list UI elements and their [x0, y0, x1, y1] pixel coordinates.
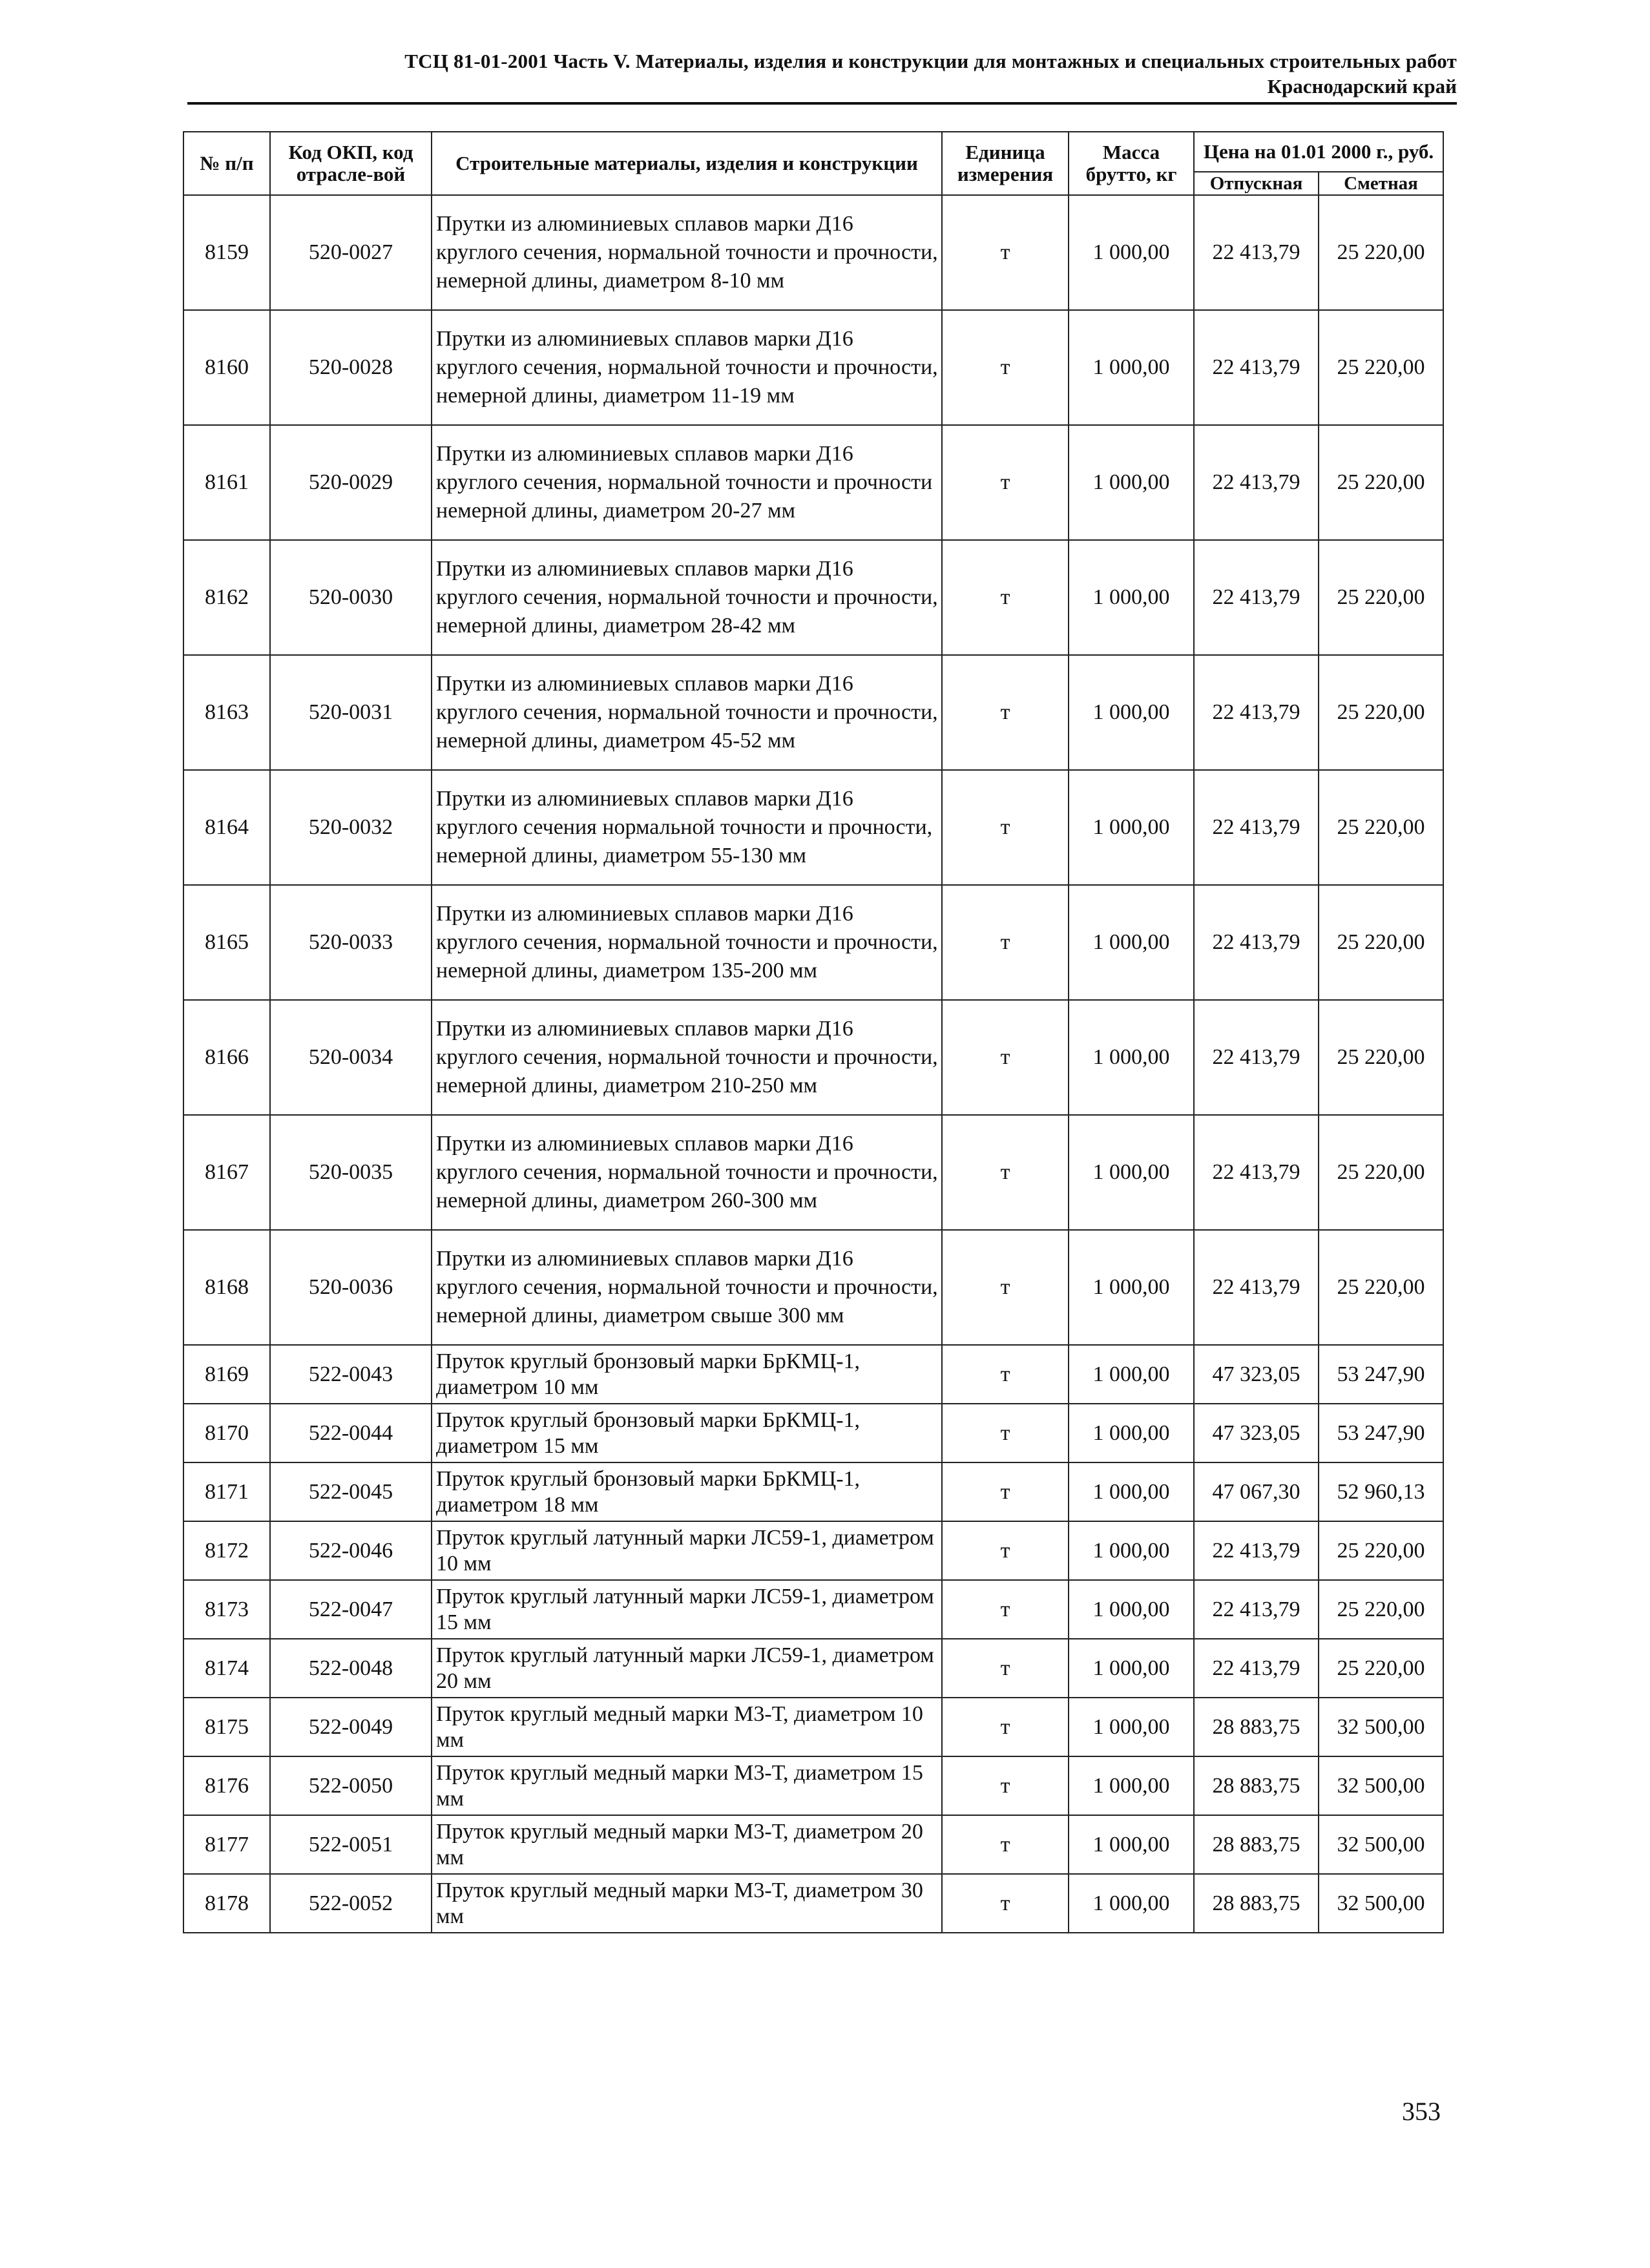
row-mass: 1 000,00: [1069, 1462, 1194, 1521]
row-price-estimate: 32 500,00: [1319, 1815, 1443, 1874]
table-row: [183, 1580, 1443, 1639]
table-body: [183, 195, 1443, 1933]
row-price-release: 28 883,75: [1194, 1698, 1319, 1756]
row-mass: 1 000,00: [1069, 1639, 1194, 1698]
row-unit: т: [942, 310, 1069, 425]
row-price-release: 22 413,79: [1194, 425, 1319, 540]
row-price-release: 22 413,79: [1194, 195, 1319, 310]
col-header-price: Цена на 01.01 2000 г., руб.: [1194, 132, 1443, 172]
row-num: 8173: [183, 1580, 270, 1639]
row-code: 520-0032: [270, 770, 432, 885]
row-price-estimate: 25 220,00: [1319, 1521, 1443, 1580]
row-price-release: 28 883,75: [1194, 1815, 1319, 1874]
row-name: Прутки из алюминиевых сплавов марки Д16 круглого сечения, нормальной точности и прочности, немерной длины, диаметром 135-200 мм: [432, 885, 942, 1000]
row-mass: 1 000,00: [1069, 1230, 1194, 1345]
row-unit: т: [942, 1115, 1069, 1230]
row-unit: т: [942, 1815, 1069, 1874]
row-unit: т: [942, 770, 1069, 885]
row-price-release: 22 413,79: [1194, 1230, 1319, 1345]
table-row: [183, 770, 1443, 885]
row-unit: т: [942, 1580, 1069, 1639]
row-price-estimate: 25 220,00: [1319, 1580, 1443, 1639]
table-row: [183, 885, 1443, 1000]
row-num: 8162: [183, 540, 270, 655]
row-mass: 1 000,00: [1069, 1815, 1194, 1874]
row-price-estimate: 25 220,00: [1319, 1000, 1443, 1115]
row-num: 8160: [183, 310, 270, 425]
row-unit: т: [942, 1639, 1069, 1698]
row-price-release: 28 883,75: [1194, 1874, 1319, 1933]
row-price-estimate: 25 220,00: [1319, 1115, 1443, 1230]
row-price-release: 22 413,79: [1194, 885, 1319, 1000]
table-row: [183, 1639, 1443, 1698]
table-row: [183, 425, 1443, 540]
document-title: ТСЦ 81-01-2001 Часть V. Материалы, изделия и конструкции для монтажных и специальных строительных работ: [404, 50, 1457, 72]
row-num: 8167: [183, 1115, 270, 1230]
row-code: 522-0048: [270, 1639, 432, 1698]
col-header-mass: Масса брутто, кг: [1069, 132, 1194, 195]
table-row: [183, 1756, 1443, 1815]
row-code: 520-0029: [270, 425, 432, 540]
row-price-estimate: 32 500,00: [1319, 1874, 1443, 1933]
row-name: Пруток круглый латунный марки ЛС59-1, диаметром 20 мм: [432, 1639, 942, 1698]
row-unit: т: [942, 540, 1069, 655]
row-unit: т: [942, 195, 1069, 310]
table-row: [183, 1462, 1443, 1521]
row-num: 8164: [183, 770, 270, 885]
row-num: 8178: [183, 1874, 270, 1933]
row-code: 520-0035: [270, 1115, 432, 1230]
row-price-release: 47 323,05: [1194, 1345, 1319, 1404]
row-name: Прутки из алюминиевых сплавов марки Д16 круглого сечения, нормальной точности и прочности, немерной длины, диаметром 28-42 мм: [432, 540, 942, 655]
row-price-release: 22 413,79: [1194, 770, 1319, 885]
row-price-estimate: 53 247,90: [1319, 1404, 1443, 1462]
row-price-release: 22 413,79: [1194, 1000, 1319, 1115]
row-name: Прутки из алюминиевых сплавов марки Д16 круглого сечения, нормальной точности и прочности, немерной длины, диаметром 45-52 мм: [432, 655, 942, 770]
row-code: 522-0045: [270, 1462, 432, 1521]
row-name: Пруток круглый бронзовый марки БрКМЦ-1, диаметром 18 мм: [432, 1462, 942, 1521]
row-unit: т: [942, 1756, 1069, 1815]
page-number: 353: [1402, 2097, 1441, 2126]
row-name: Пруток круглый бронзовый марки БрКМЦ-1, диаметром 15 мм: [432, 1404, 942, 1462]
row-unit: т: [942, 1462, 1069, 1521]
header-rule: [187, 102, 1457, 105]
row-price-estimate: 25 220,00: [1319, 655, 1443, 770]
col-header-code: Код ОКП, код отрасле-вой: [270, 132, 432, 195]
row-name: Прутки из алюминиевых сплавов марки Д16 круглого сечения, нормальной точности и прочности, немерной длины, диаметром 11-19 мм: [432, 310, 942, 425]
row-price-release: 47 067,30: [1194, 1462, 1319, 1521]
row-num: 8172: [183, 1521, 270, 1580]
row-name: Прутки из алюминиевых сплавов марки Д16 круглого сечения, нормальной точности и прочности, немерной длины, диаметром 8-10 мм: [432, 195, 942, 310]
row-num: 8176: [183, 1756, 270, 1815]
row-mass: 1 000,00: [1069, 770, 1194, 885]
page-header: [187, 48, 1457, 99]
row-code: 520-0027: [270, 195, 432, 310]
price-table: [183, 131, 1444, 1933]
row-name: Пруток круглый медный марки М3-Т, диаметром 20 мм: [432, 1815, 942, 1874]
row-name: Прутки из алюминиевых сплавов марки Д16 круглого сечения, нормальной точности и прочности немерной длины, диаметром 20-27 мм: [432, 425, 942, 540]
col-header-name: Строительные материалы, изделия и конструкции: [432, 132, 942, 195]
row-price-estimate: 53 247,90: [1319, 1345, 1443, 1404]
row-mass: 1 000,00: [1069, 1115, 1194, 1230]
table-row: [183, 655, 1443, 770]
col-header-unit: Единица измерения: [942, 132, 1069, 195]
table-row: [183, 1230, 1443, 1345]
table-row: [183, 195, 1443, 310]
row-code: 522-0044: [270, 1404, 432, 1462]
row-mass: 1 000,00: [1069, 1345, 1194, 1404]
row-name: Пруток круглый медный марки М3-Т, диаметром 30 мм: [432, 1874, 942, 1933]
table-header-row: [183, 132, 1443, 172]
row-unit: т: [942, 885, 1069, 1000]
row-mass: 1 000,00: [1069, 1756, 1194, 1815]
row-mass: 1 000,00: [1069, 310, 1194, 425]
row-price-release: 22 413,79: [1194, 1521, 1319, 1580]
row-name: Пруток круглый медный марки М3-Т, диаметром 15 мм: [432, 1756, 942, 1815]
row-price-estimate: 25 220,00: [1319, 770, 1443, 885]
row-num: 8166: [183, 1000, 270, 1115]
row-price-release: 22 413,79: [1194, 1639, 1319, 1698]
row-unit: т: [942, 425, 1069, 540]
table-row: [183, 1000, 1443, 1115]
region-name: Краснодарский край: [1267, 75, 1457, 98]
row-name: Прутки из алюминиевых сплавов марки Д16 круглого сечения нормальной точности и прочности, немерной длины, диаметром 55-130 мм: [432, 770, 942, 885]
row-mass: 1 000,00: [1069, 540, 1194, 655]
row-mass: 1 000,00: [1069, 195, 1194, 310]
row-mass: 1 000,00: [1069, 1521, 1194, 1580]
row-mass: 1 000,00: [1069, 1580, 1194, 1639]
row-code: 520-0030: [270, 540, 432, 655]
row-unit: т: [942, 1000, 1069, 1115]
row-price-release: 28 883,75: [1194, 1756, 1319, 1815]
col-header-price-release: Отпускная: [1194, 172, 1319, 195]
row-price-estimate: 32 500,00: [1319, 1756, 1443, 1815]
table-row: [183, 540, 1443, 655]
row-code: 522-0051: [270, 1815, 432, 1874]
row-price-estimate: 25 220,00: [1319, 1639, 1443, 1698]
row-name: Пруток круглый латунный марки ЛС59-1, диаметром 10 мм: [432, 1521, 942, 1580]
row-name: Пруток круглый латунный марки ЛС59-1, диаметром 15 мм: [432, 1580, 942, 1639]
row-price-estimate: 25 220,00: [1319, 425, 1443, 540]
row-price-release: 22 413,79: [1194, 655, 1319, 770]
row-num: 8168: [183, 1230, 270, 1345]
row-code: 520-0033: [270, 885, 432, 1000]
row-price-estimate: 32 500,00: [1319, 1698, 1443, 1756]
row-mass: 1 000,00: [1069, 1698, 1194, 1756]
row-price-estimate: 25 220,00: [1319, 1230, 1443, 1345]
row-unit: т: [942, 655, 1069, 770]
row-code: 522-0050: [270, 1756, 432, 1815]
row-price-release: 22 413,79: [1194, 540, 1319, 655]
row-code: 520-0034: [270, 1000, 432, 1115]
row-price-release: 22 413,79: [1194, 1580, 1319, 1639]
row-price-estimate: 25 220,00: [1319, 885, 1443, 1000]
row-unit: т: [942, 1230, 1069, 1345]
row-code: 522-0046: [270, 1521, 432, 1580]
row-num: 8169: [183, 1345, 270, 1404]
row-mass: 1 000,00: [1069, 1000, 1194, 1115]
table-row: [183, 310, 1443, 425]
row-price-release: 22 413,79: [1194, 1115, 1319, 1230]
row-code: 522-0047: [270, 1580, 432, 1639]
row-mass: 1 000,00: [1069, 655, 1194, 770]
row-price-estimate: 25 220,00: [1319, 310, 1443, 425]
row-mass: 1 000,00: [1069, 1874, 1194, 1933]
row-code: 520-0031: [270, 655, 432, 770]
row-code: 522-0049: [270, 1698, 432, 1756]
row-mass: 1 000,00: [1069, 425, 1194, 540]
row-code: 520-0036: [270, 1230, 432, 1345]
row-num: 8159: [183, 195, 270, 310]
table-row: [183, 1815, 1443, 1874]
row-unit: т: [942, 1345, 1069, 1404]
row-num: 8177: [183, 1815, 270, 1874]
row-code: 520-0028: [270, 310, 432, 425]
table-row: [183, 1115, 1443, 1230]
row-unit: т: [942, 1404, 1069, 1462]
table-row: [183, 1404, 1443, 1462]
row-num: 8165: [183, 885, 270, 1000]
table-row: [183, 1874, 1443, 1933]
row-name: Пруток круглый медный марки М3-Т, диаметром 10 мм: [432, 1698, 942, 1756]
row-unit: т: [942, 1874, 1069, 1933]
row-num: 8174: [183, 1639, 270, 1698]
row-price-release: 22 413,79: [1194, 310, 1319, 425]
row-code: 522-0043: [270, 1345, 432, 1404]
row-name: Прутки из алюминиевых сплавов марки Д16 круглого сечения, нормальной точности и прочности, немерной длины, диаметром 210-250 мм: [432, 1000, 942, 1115]
row-price-estimate: 52 960,13: [1319, 1462, 1443, 1521]
col-header-num: № п/п: [183, 132, 270, 195]
row-name: Прутки из алюминиевых сплавов марки Д16 круглого сечения, нормальной точности и прочности, немерной длины, диаметром 260-300 мм: [432, 1115, 942, 1230]
row-unit: т: [942, 1521, 1069, 1580]
row-num: 8170: [183, 1404, 270, 1462]
row-price-estimate: 25 220,00: [1319, 195, 1443, 310]
row-price-release: 47 323,05: [1194, 1404, 1319, 1462]
row-code: 522-0052: [270, 1874, 432, 1933]
col-header-price-estimate: Сметная: [1319, 172, 1443, 195]
row-num: 8161: [183, 425, 270, 540]
row-name: Пруток круглый бронзовый марки БрКМЦ-1, диаметром 10 мм: [432, 1345, 942, 1404]
table-row: [183, 1345, 1443, 1404]
row-num: 8171: [183, 1462, 270, 1521]
row-mass: 1 000,00: [1069, 885, 1194, 1000]
row-unit: т: [942, 1698, 1069, 1756]
row-price-estimate: 25 220,00: [1319, 540, 1443, 655]
row-num: 8163: [183, 655, 270, 770]
row-name: Прутки из алюминиевых сплавов марки Д16 круглого сечения, нормальной точности и прочности, немерной длины, диаметром свыше 300 мм: [432, 1230, 942, 1345]
table-row: [183, 1698, 1443, 1756]
table-row: [183, 1521, 1443, 1580]
row-mass: 1 000,00: [1069, 1404, 1194, 1462]
row-num: 8175: [183, 1698, 270, 1756]
